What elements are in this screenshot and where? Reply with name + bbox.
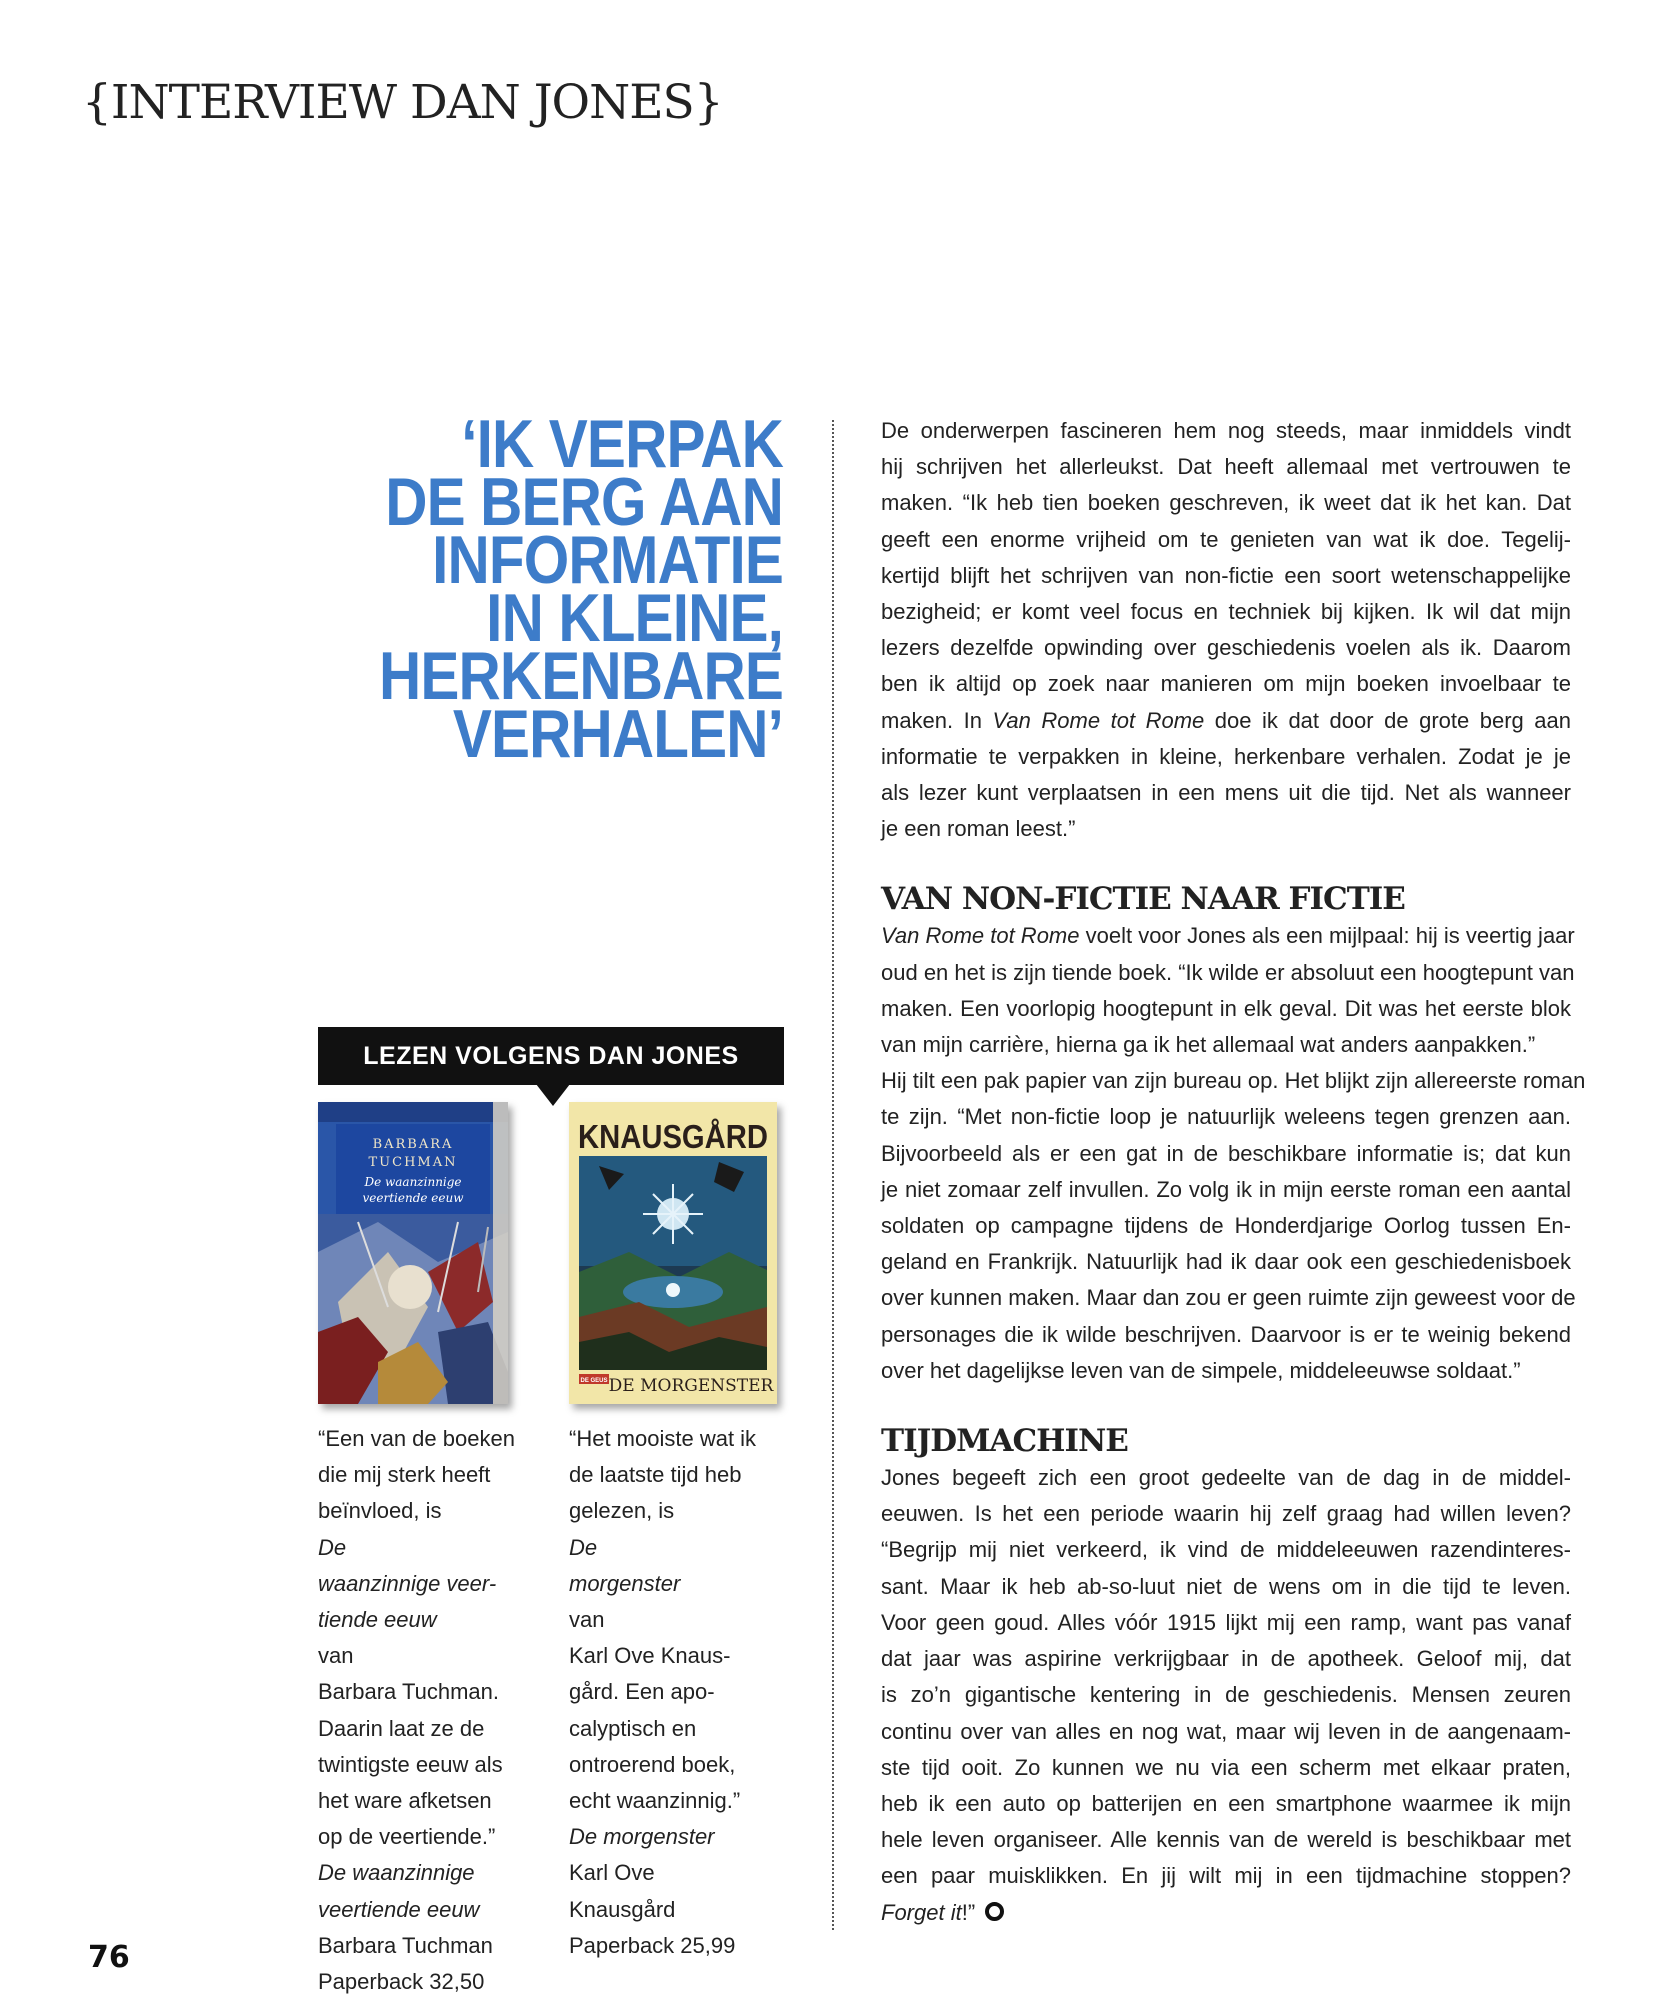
cover-author: KNAUSGÅRD [578, 1118, 768, 1155]
text-line: eeuwen. Is het een periode waarin hij zelf graag had willen leven? [881, 1501, 1571, 1527]
book-title [318, 1892, 515, 1928]
text-line: ste tijd ooit. Zo kunnen we nu via een scherm met elkaar praten, [881, 1754, 1571, 1780]
section-header: {INTERVIEW DAN JONES} [82, 75, 723, 130]
caption-line: “Het mooiste wat ik [569, 1426, 757, 1451]
book-title-italic: De [318, 1534, 347, 1560]
cover-title-line: De waanzinnige [364, 1175, 462, 1189]
book-title-italic: waanzinnige veer- [318, 1570, 497, 1596]
text-line: kertijd blijft het schrijven van non-fictie een soort wetenschappelijke [881, 562, 1571, 588]
caption-line: ontroerend boek, [569, 1751, 736, 1777]
text-line: over het dagelijkse leven van de simpele, middeleeuwse soldaat.” [881, 1357, 1521, 1383]
book-author: Knausgård [569, 1896, 676, 1922]
caption-line: “Een van de boeken [318, 1426, 515, 1451]
book-title-italic: morgenster [569, 1570, 681, 1596]
book-cover-tuchman [318, 1102, 508, 1404]
caption-line [318, 1602, 515, 1674]
caption-line [569, 1493, 756, 1565]
article-body [881, 413, 1586, 1931]
book-cover-tuchman-art [318, 1102, 508, 1404]
text-line: van mijn carrière, hierna ga ik het allemaal wat anders aanpakken.” [881, 1032, 1536, 1058]
pull-quote-line: ‘IK VERPAK [461, 406, 783, 482]
caption-line: calyptisch en [569, 1715, 697, 1741]
book-cover-knausgard [569, 1102, 777, 1404]
text-fragment: gelezen, is [569, 1498, 675, 1524]
quote-knausgard [569, 1421, 756, 1964]
caption-line: op de veertiende.” [318, 1824, 496, 1850]
fictie-paragraph [881, 918, 1586, 1389]
text-line: continu over van alles en nog wat, maar wij leven in de aangenaam- [881, 1718, 1571, 1744]
text-line: bezigheid; er komt veel focus en techniek bij kijken. Ik wil dat mijn [881, 599, 1571, 625]
caption-line: echt waanzinnig.” [569, 1788, 741, 1814]
text-line: Jones begeeft zich een groot gedeelte van de dag in de middel- [881, 1465, 1571, 1491]
book-cover-knausgard-art [569, 1102, 777, 1404]
cover-title-line: veertiende eeuw [362, 1191, 464, 1205]
closing-italic: Forget it [881, 1899, 962, 1925]
text-line: heb ik een auto op batterijen en een smartphone waarmee ik mijn [881, 1790, 1571, 1816]
pull-quote-line: VERHALEN’ [452, 696, 783, 772]
cover-publisher: DE GEUS [580, 1378, 608, 1384]
book-title-italic: De morgenster [569, 1824, 715, 1850]
text-line: sant. Maar ik heb ab-so-luut niet de wens om in die tijd te leven. [881, 1573, 1571, 1599]
book-author: Barbara Tuchman [318, 1932, 493, 1958]
text-line: Bijvoorbeeld als er een gat in de beschikbare informatie is; dat kun [881, 1140, 1571, 1166]
text-fragment: voelt voor Jones als een mijlpaal: hij is veertig jaar [1079, 923, 1575, 949]
section-heading-tijdmachine: TIJDMACHINE [881, 1423, 1128, 1460]
caption-line: twintigste eeuw als [318, 1751, 503, 1777]
text-line: Hij tilt een pak papier van zijn bureau op. Het blijkt zijn allereerste roman [881, 1068, 1586, 1094]
book-title-italic: De [569, 1534, 598, 1560]
caption-line: Daarin laat ze de [318, 1715, 485, 1741]
text-line: als lezer kunt verplaatsen in een mens uit die tijd. Net als wanneer [881, 780, 1571, 806]
text-fragment: doe ik dat door de grote berg aan [1204, 707, 1572, 733]
book-title-italic: De waanzinnige [318, 1860, 475, 1886]
text-line: informatie te verpakken in kleine, herkenbare verhalen. Zodat je je [881, 743, 1571, 769]
pull-quote-line: HERKENBARE [378, 638, 783, 714]
book-title-italic: Van Rome tot Rome [992, 707, 1205, 733]
pull-quote [301, 406, 783, 772]
cover-title: DE MORGENSTER [608, 1376, 774, 1396]
caption-line: het ware afketsen [318, 1788, 492, 1814]
text-line [881, 1895, 1571, 1931]
intro-paragraph [881, 413, 1571, 847]
cover-author-line: BARBARA [372, 1137, 454, 1152]
book-caption-tuchman [318, 1421, 515, 2000]
reading-tips-banner: LEZEN VOLGENS DAN JONES [318, 1027, 784, 1085]
tijdmachine-paragraph [881, 1460, 1571, 1931]
caption-line [318, 1566, 515, 1602]
pull-quote-line: IN KLEINE, [486, 580, 783, 656]
text-fragment: beïnvloed, is [318, 1498, 442, 1524]
text-line: je een roman leest.” [881, 816, 1076, 842]
book-price: Paperback 32,50 [318, 1969, 485, 1995]
caption-line: Karl Ove Knaus- [569, 1643, 731, 1669]
text-line: maken. “Ik heb tien boeken geschreven, ik weet dat ik het kan. Dat [881, 490, 1571, 516]
caption-line [569, 1566, 756, 1638]
text-line: “Begrijp mij niet verkeerd, ik vind de middeleeuwen razendinteres- [881, 1537, 1571, 1563]
text-line [881, 918, 1575, 954]
text-line [881, 703, 1571, 739]
text-fragment: !” [961, 1899, 976, 1925]
text-line: maken. Een voorlopig hoogtepunt in elk geval. Dit was het eerste blok [881, 995, 1571, 1021]
text-fragment: van [318, 1643, 354, 1669]
text-line: een paar muisklikken. En jij wilt mij in een tijdmachine stoppen? [881, 1863, 1571, 1889]
banner-pointer [536, 1084, 570, 1106]
book-title-italic: veertiende eeuw [318, 1896, 480, 1922]
text-line: oud en het is zijn tiende boek. “Ik wilde er absoluut een hoogtepunt van [881, 959, 1575, 985]
text-line: te zijn. “Met non-fictie loop je natuurlijk weleens tegen grenzen aan. [881, 1104, 1571, 1130]
text-line: geeft een enorme vrijheid om te genieten van wat ik doe. Tegelij- [881, 526, 1571, 552]
section-heading-fictie: VAN NON-FICTIE NAAR FICTIE [881, 881, 1405, 918]
cover-author-line: TUCHMAN [368, 1155, 458, 1170]
text-line: dat jaar was aspirine verkrijgbaar in de apotheek. Geloof mij, dat [881, 1646, 1571, 1672]
caption-line: Barbara Tuchman. [318, 1679, 499, 1705]
book-title-italic: Van Rome tot Rome [881, 923, 1080, 949]
book-price: Paperback 25,99 [569, 1932, 736, 1958]
page-number: 76 [88, 1940, 130, 1975]
caption-line [318, 1493, 515, 1565]
text-line: geland en Frankrijk. Natuurlijk had ik daar ook een geschiedenisboek [881, 1249, 1571, 1275]
text-line: Voor geen goud. Alles vóór 1915 lijkt mij een ramp, want pas vanaf [881, 1609, 1571, 1635]
caption-line: de laatste tijd heb [569, 1462, 742, 1488]
book-title [569, 1819, 756, 1855]
pull-quote-line: INFORMATIE [432, 522, 783, 598]
text-line: over kunnen maken. Maar dan zou er geen ruimte zijn geweest voor de [881, 1285, 1576, 1311]
text-line: is zo’n gigantische kentering in de geschiedenis. Mensen zeuren [881, 1682, 1571, 1708]
book-author: Karl Ove [569, 1860, 655, 1886]
text-line: ben ik altijd op zoek naar manieren om mijn boeken invoelbaar te [881, 671, 1571, 697]
book-title [318, 1855, 515, 1891]
book-caption-knausgard [569, 1421, 756, 1964]
text-line: soldaten op campagne tijdens de Honderdjarige Oorlog tussen En- [881, 1213, 1571, 1239]
text-fragment: van [569, 1607, 605, 1633]
text-line: personages die ik wilde beschrijven. Daarvoor is er te weinig bekend [881, 1321, 1571, 1347]
text-line: hij schrijven het allerleukst. Dat heeft allemaal met vertrouwen te [881, 454, 1571, 480]
text-line: je niet zomaar zelf invullen. Zo volg ik in mijn eerste roman een aantal [881, 1176, 1571, 1202]
text-fragment: maken. In [881, 707, 993, 733]
quote-tuchman [318, 1421, 515, 2000]
text-line: De onderwerpen fascineren hem nog steeds, maar inmiddels vindt [881, 418, 1571, 443]
text-line: hele leven organiseer. Alle kennis van de wereld is beschikbaar met [881, 1827, 1571, 1853]
pull-quote-line: DE BERG AAN [385, 464, 783, 540]
column-divider [832, 420, 834, 1930]
book-title-italic: tiende eeuw [318, 1607, 437, 1633]
end-of-article-icon [985, 1902, 1004, 1921]
text-line: lezers dezelfde opwinding over geschiedenis voelen als ik. Daarom [881, 635, 1571, 661]
caption-line: gård. Een apo- [569, 1679, 715, 1705]
caption-line: die mij sterk heeft [318, 1462, 491, 1488]
